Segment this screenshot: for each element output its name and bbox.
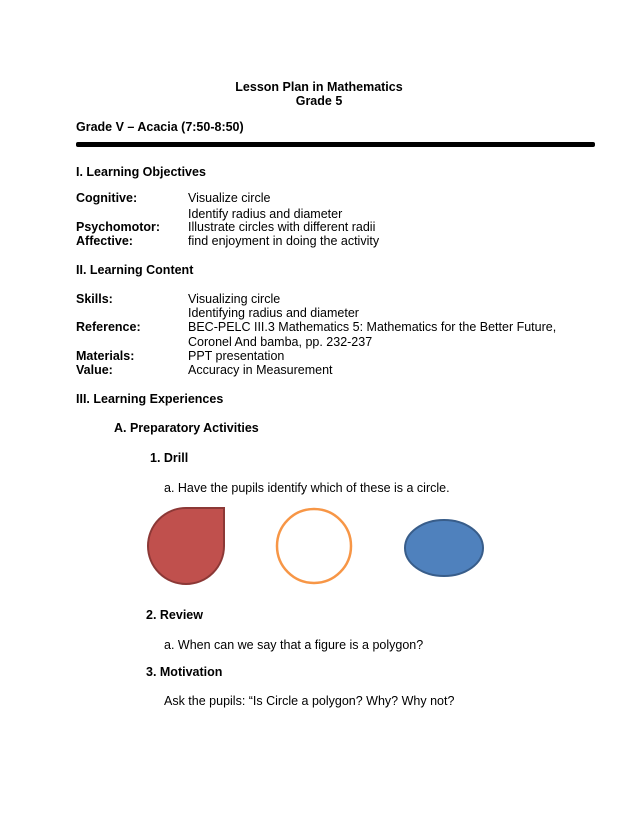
objective-label: Psychomotor: bbox=[76, 220, 161, 234]
objective-label: Affective: bbox=[76, 234, 133, 248]
objective-value: Illustrate circles with different radii bbox=[188, 220, 376, 234]
header-divider bbox=[76, 142, 595, 147]
motivation-item: Ask the pupils: “Is Circle a polygon? Why? Why not? bbox=[164, 694, 455, 708]
motivation-heading: 3. Motivation bbox=[146, 665, 223, 679]
objective-value: Identify radius and diameter bbox=[188, 207, 343, 221]
ellipse-shape bbox=[402, 517, 486, 579]
objective-label: Cognitive: bbox=[76, 191, 138, 205]
content-label: Reference: bbox=[76, 320, 141, 334]
objective-value: Visualize circle bbox=[188, 191, 271, 205]
experiences-heading: III. Learning Experiences bbox=[76, 392, 224, 406]
content-label: Value: bbox=[76, 363, 113, 377]
grade-subtitle: Grade 5 bbox=[295, 94, 343, 108]
content-value: Visualizing circle bbox=[188, 292, 281, 306]
review-item: a. When can we say that a figure is a polygon? bbox=[164, 638, 424, 652]
objectives-heading: I. Learning Objectives bbox=[76, 165, 206, 179]
content-value: Identifying radius and diameter bbox=[188, 306, 359, 320]
content-heading: II. Learning Content bbox=[76, 263, 194, 277]
document-title: Lesson Plan in Mathematics bbox=[235, 80, 403, 94]
content-label: Skills: bbox=[76, 292, 113, 306]
content-value: PPT presentation bbox=[188, 349, 285, 363]
circle-shape bbox=[273, 506, 355, 586]
review-heading: 2. Review bbox=[146, 608, 203, 622]
content-value: Coronel And bamba, pp. 232-237 bbox=[188, 335, 373, 349]
drill-heading: 1. Drill bbox=[150, 451, 189, 465]
objective-value: find enjoyment in doing the activity bbox=[188, 234, 380, 248]
preparatory-heading: A. Preparatory Activities bbox=[114, 421, 259, 435]
section-info: Grade V – Acacia (7:50-8:50) bbox=[76, 120, 244, 134]
content-value: BEC-PELC III.3 Mathematics 5: Mathematics for the Better Future, bbox=[188, 320, 557, 334]
content-label: Materials: bbox=[76, 349, 135, 363]
content-value: Accuracy in Measurement bbox=[188, 363, 333, 377]
drill-item: a. Have the pupils identify which of these is a circle. bbox=[164, 481, 450, 495]
teardrop-shape bbox=[144, 504, 228, 588]
